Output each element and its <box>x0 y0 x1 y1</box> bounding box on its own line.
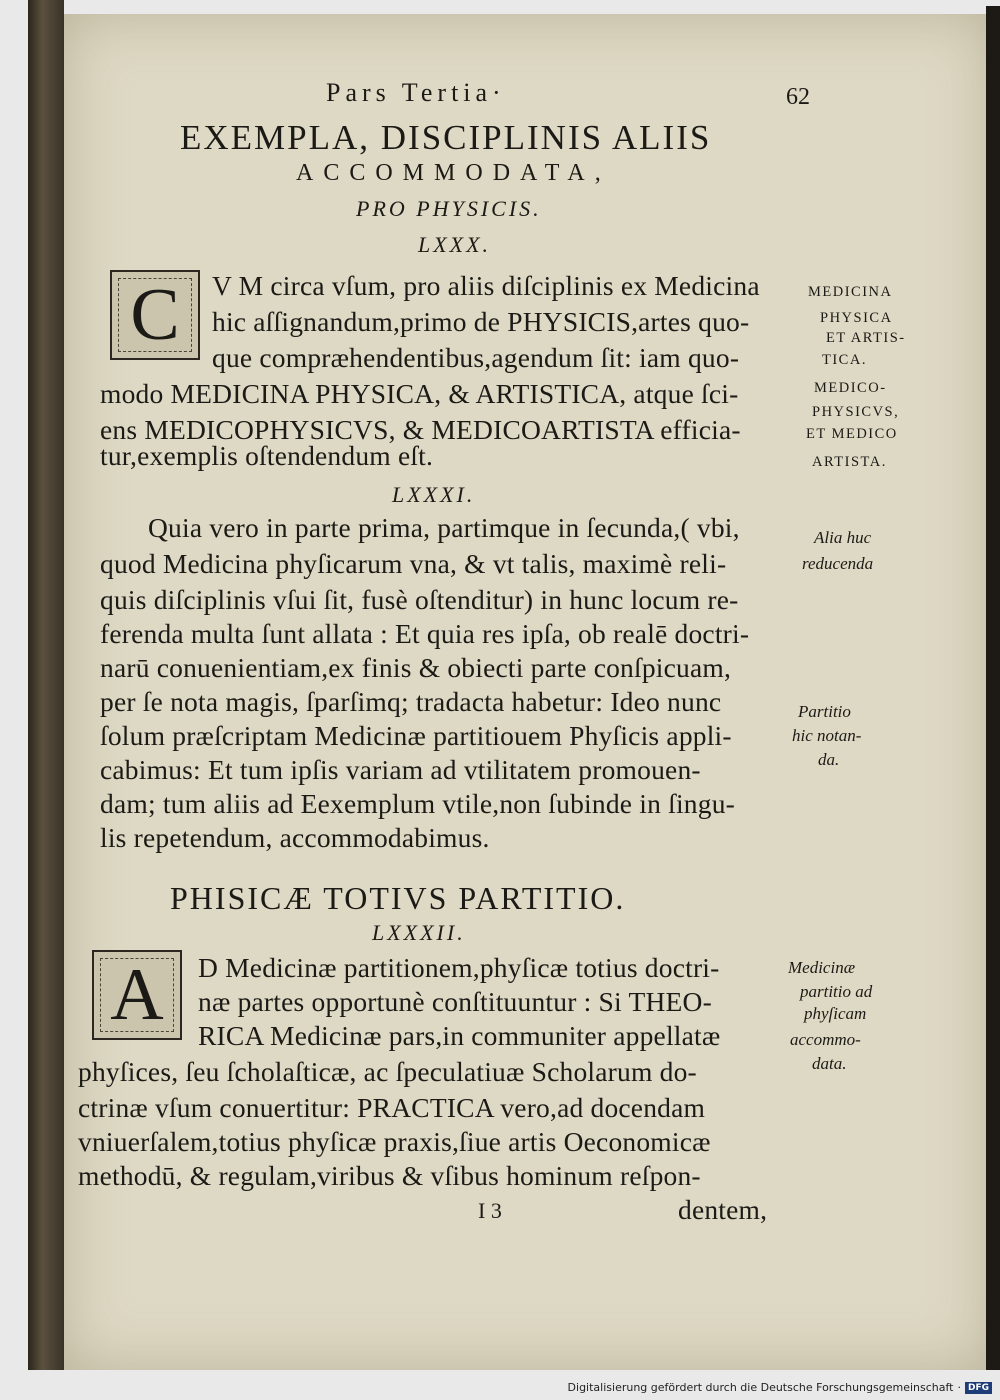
catchword: dentem, <box>678 1194 768 1225</box>
margin-note: accommo- <box>790 1030 861 1049</box>
text-line: V M circa vſum, pro aliis diſciplinis ex Medicina <box>212 270 760 301</box>
text-line: lis repetendum, accommodabimus. <box>100 822 490 853</box>
running-title: Pars Tertia· <box>326 78 506 107</box>
signature-mark: I 3 <box>478 1198 502 1223</box>
paragraph-number: LXXX. <box>418 232 492 257</box>
initial-letter: A <box>110 953 164 1036</box>
text-line: vniuerſalem,totius phyſicæ praxis,ſiue artis Oeconomicæ <box>78 1126 711 1157</box>
margin-note: hic notan- <box>792 726 862 745</box>
margin-note: data. <box>812 1054 847 1073</box>
text-line: methodū, & regulam,viribus & vſibus hominum reſpon- <box>78 1160 701 1191</box>
text-line: per ſe nota magis, ſparſimq; tradacta habetur: Ideo nunc <box>100 686 722 717</box>
margin-note: da. <box>818 750 840 769</box>
margin-note: PHYSICA <box>820 310 893 326</box>
text-line: ens MEDICOPHYSICVS, & MEDICOARTISTA efficia- <box>100 414 741 445</box>
margin-note: partitio ad <box>800 982 873 1001</box>
text-line: ferenda multa ſunt allata : Et quia res ipſa, ob realē doctri- <box>100 618 750 649</box>
credit-text: Digitalisierung gefördert durch die Deutsche Forschungsgemeinschaft <box>567 1381 954 1394</box>
margin-note: Alia huc <box>814 528 872 547</box>
text-line: D Medicinæ partitionem,phyſicæ totius doctri- <box>198 952 720 983</box>
text-line: quod Medicina phyſicarum vna, & vt talis, maximè reli- <box>100 548 727 579</box>
margin-note: reducenda <box>802 554 874 573</box>
text-line: quis diſciplinis vſui ſit, fusè oſtenditur) in hunc locum re- <box>100 584 739 615</box>
text-line: cabimus: Et tum ipſis variam ad vtilitatem promouen- <box>100 754 701 785</box>
margin-note: MEDICO- <box>814 380 887 396</box>
margin-note: ET MEDICO <box>806 426 898 442</box>
section-subsubtitle: PRO PHYSICIS. <box>356 196 542 221</box>
text-line: RICA Medicinæ pars,in communiter appellatæ <box>198 1020 721 1051</box>
text-line: ſolum præſcriptam Medicinæ partitiouem Phyſicis appli- <box>100 720 732 751</box>
text-line: tur,exemplis oſtendendum eſt. <box>100 440 434 471</box>
text-line: narū conuenientiam,ex finis & obiecti parte conſpicuam, <box>100 652 732 683</box>
book-spine <box>28 0 64 1370</box>
text-line: dam; tum aliis ad Eexemplum vtile,non ſubinde in ſingu- <box>100 788 736 819</box>
section-title: EXEMPLA, DISCIPLINIS ALIIS <box>180 118 712 157</box>
paragraph-number: LXXXI. <box>392 482 476 507</box>
text-line: ctrinæ vſum conuertitur: PRACTICA vero,ad docendam <box>78 1092 706 1123</box>
text-line: modo MEDICINA PHYSICA, & ARTISTICA, atque ſci- <box>100 378 739 409</box>
margin-note: MEDICINA <box>808 284 893 300</box>
margin-note: PHYSICVS, <box>812 404 900 420</box>
text-line: phyſices, ſeu ſcholaſticæ, ac ſpeculatiuæ Scholarum do- <box>78 1056 697 1087</box>
section-subtitle: ACCOMMODATA, <box>296 160 611 186</box>
decorated-initial <box>110 270 200 360</box>
page-edge-strip <box>986 6 1000 1370</box>
digitization-credit <box>568 1381 992 1394</box>
margin-note: phyſicam <box>804 1004 867 1023</box>
folio-number: 62 <box>786 84 810 110</box>
section-title: PHISICÆ TOTIVS PARTITIO. <box>170 880 626 916</box>
paragraph-number: LXXXII. <box>372 920 466 945</box>
text-line: Quia vero in parte prima, partimque in ſecunda,( vbi, <box>148 512 740 543</box>
text-line: que compræhendentibus,agendum ſit: iam quo- <box>212 342 740 373</box>
margin-note: ARTISTA. <box>812 454 887 470</box>
text-line: hic aſſignandum,primo de PHYSICIS,artes quo- <box>212 306 750 337</box>
decorated-initial <box>92 950 182 1040</box>
margin-note: Partitio <box>798 702 851 721</box>
text-line: næ partes opportunè conſtituuntur : Si THEO- <box>198 986 712 1017</box>
margin-note: ET ARTIS- <box>826 330 906 346</box>
initial-letter: C <box>130 273 180 356</box>
margin-note: Medicinæ <box>788 958 856 977</box>
dfg-logo: DFG <box>965 1382 992 1394</box>
dot-icon: · <box>957 1381 961 1394</box>
margin-note: TICA. <box>822 352 867 368</box>
